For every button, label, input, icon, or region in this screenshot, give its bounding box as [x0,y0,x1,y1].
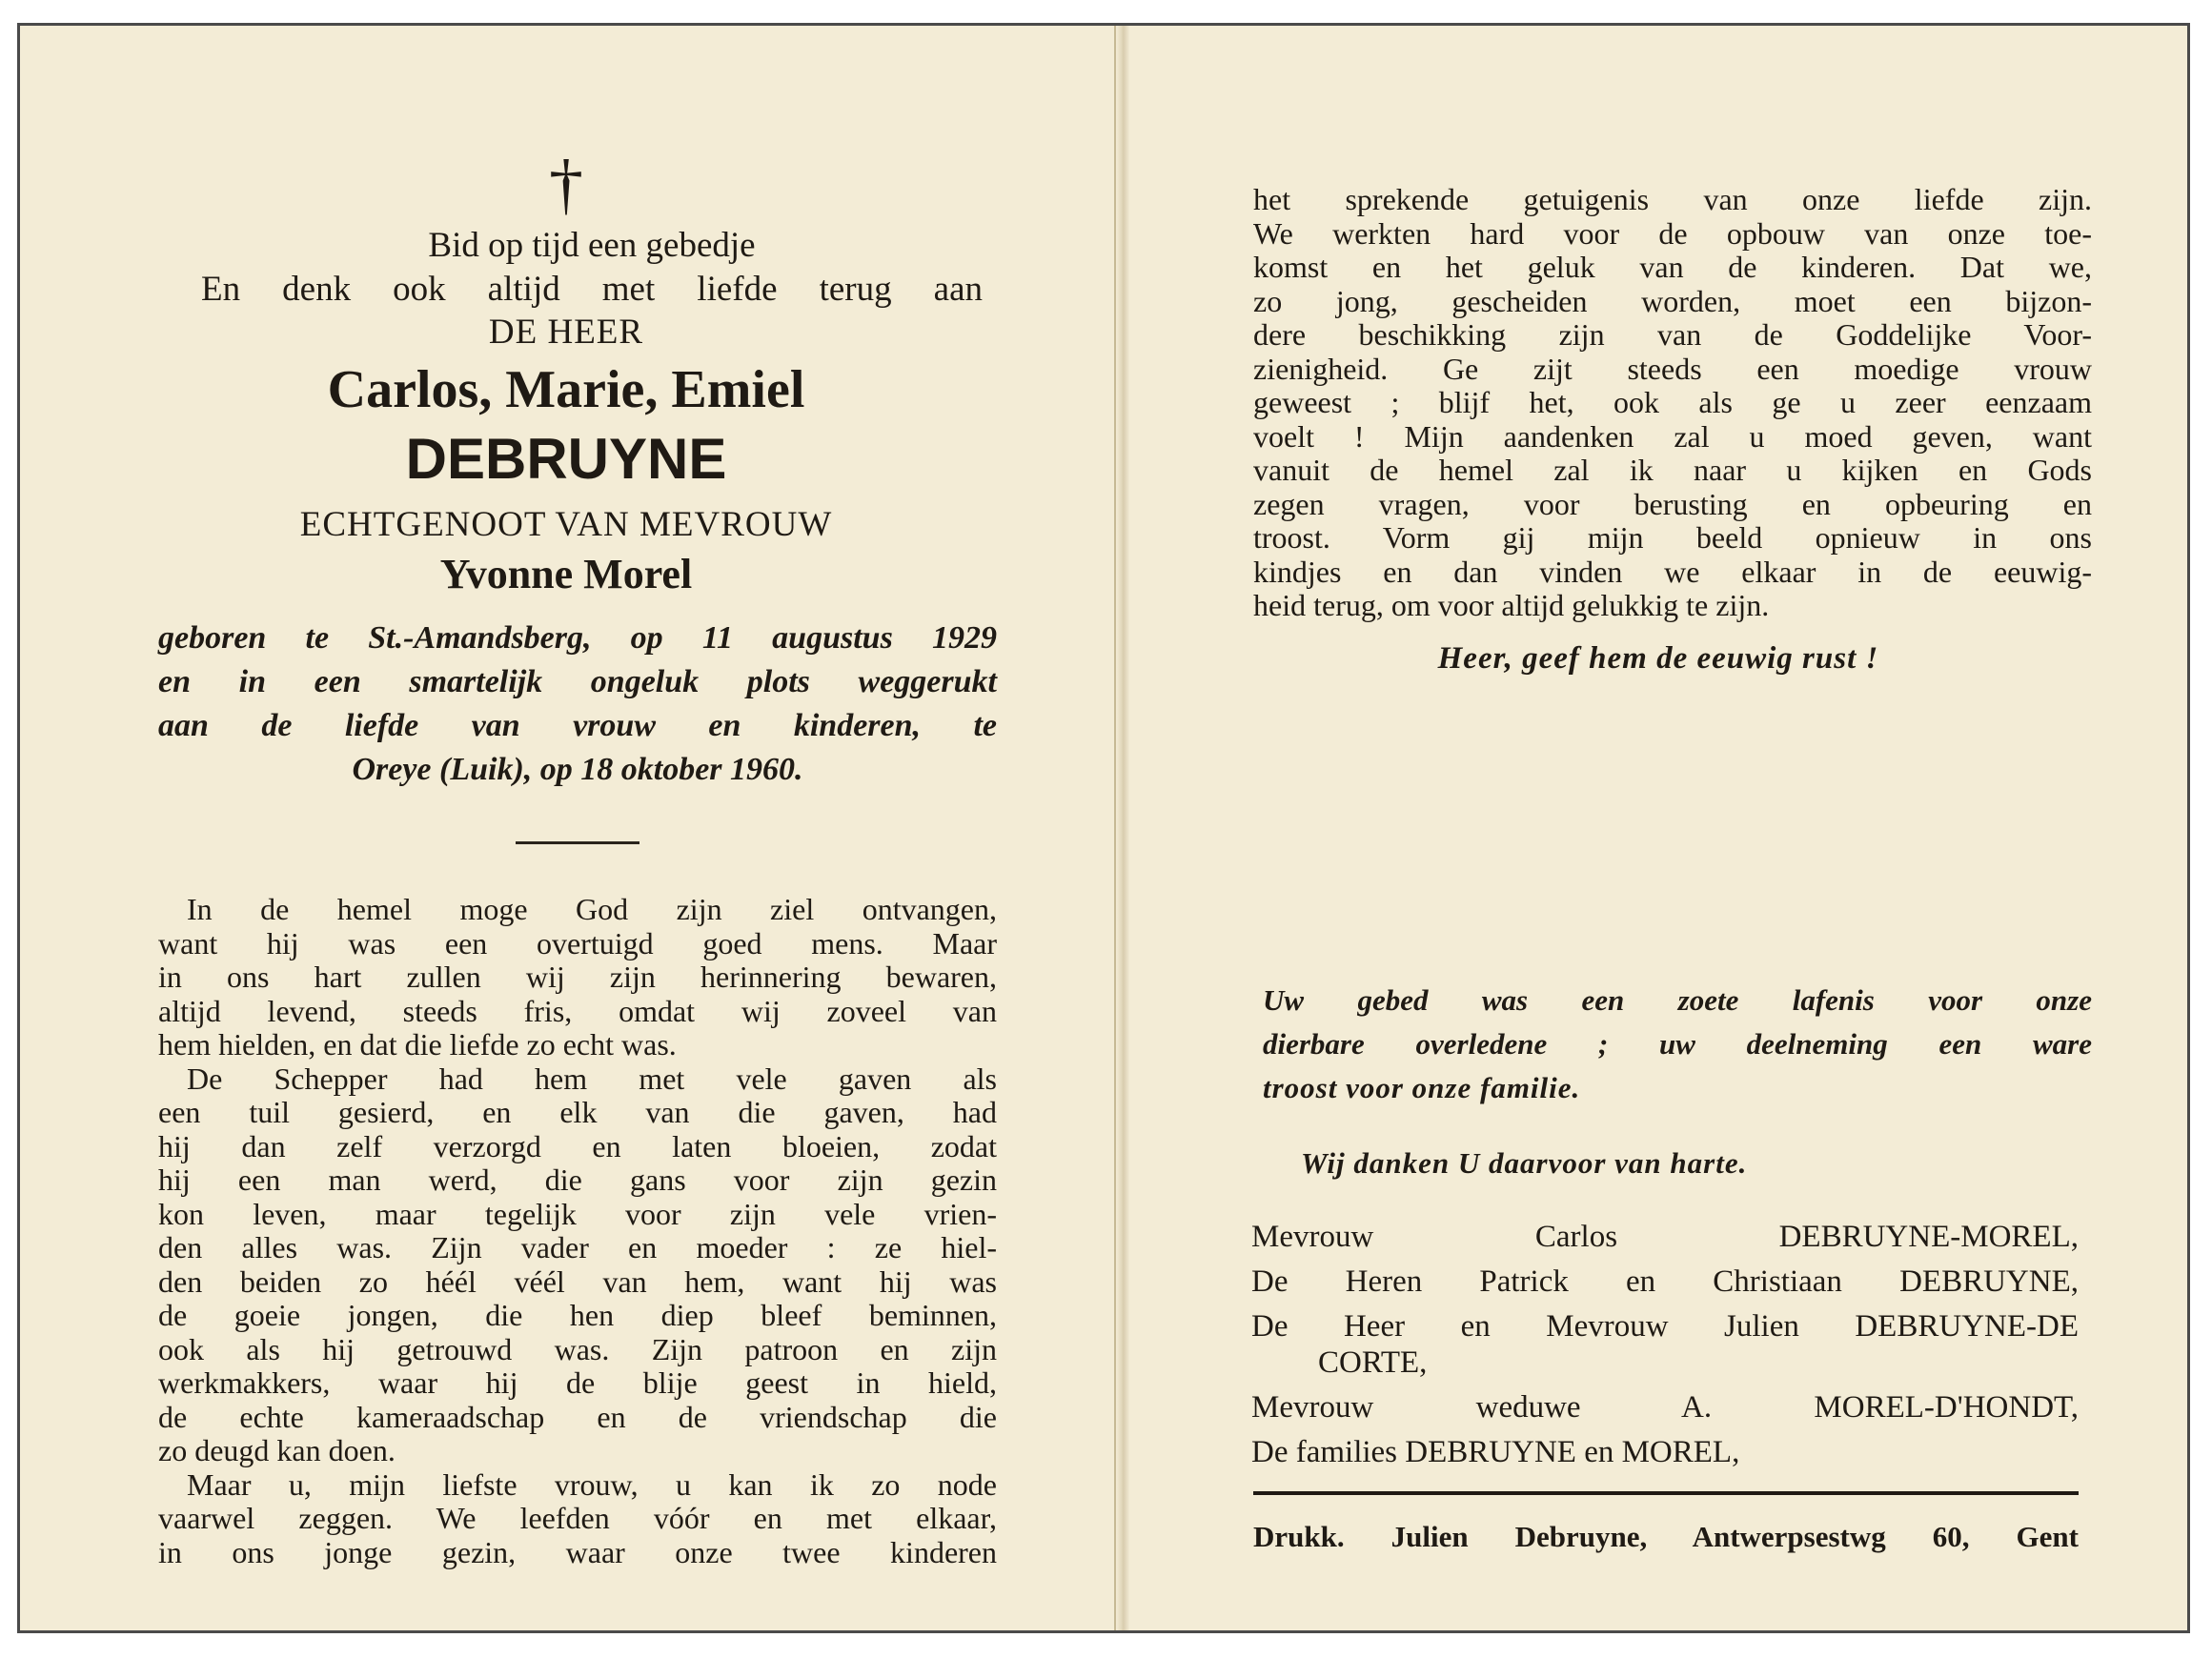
text-line: Maar u, mijn liefste vrouw, u kan ik zo node [187,1466,997,1502]
text-line: zo deugd kan doen. [158,1433,396,1467]
text-line: voelt ! Mijn aandenken zal u moed geven, want [1253,418,2092,454]
text-line: vaarwel zeggen. We leefden vóór en met elkaar, [158,1501,997,1535]
right-panel [1129,26,2187,1630]
text-line: We werkten hard voor de opbouw van onze toe- [1253,215,2092,251]
info-line: Oreye (Luik), op 18 oktober 1960. [352,752,803,787]
text-line: vanuit de hemel zal ik naar u kijken en Gods [1253,453,2092,487]
gratitude-line: Wij danken U daarvoor van harte. [1301,1146,1748,1180]
thanks-line: dierbare overledene ; uw deelneming een ware [1263,1027,2092,1061]
surname: DEBRUYNE [405,427,727,491]
thanks-text [1263,979,2092,1110]
family-line: De families DEBRUYNE en MOREL, [1251,1435,1740,1469]
text-line: kon leven, maar tegelijk voor zijn vele vrien- [158,1196,997,1231]
intro-line: Bid op tijd een gebedje [428,226,756,265]
cross-icon: † [549,146,583,222]
text-line: troost. Vorm gij mijn beeld opnieuw in ons [1253,520,2092,555]
divider [516,841,639,844]
thanks-line: Uw gebed was een zoete lafenis voor onze [1263,983,2092,1017]
text-line: een tuil gesierd, en elk van die gaven, had [158,1095,997,1129]
text-line: want hij was een overtuigd goed mens. Maar [158,925,997,960]
text-line: kindjes en dan vinden we elkaar in de eeuwig- [1253,554,2092,589]
spouse-name: Yvonne Morel [439,551,693,597]
text-line: De Schepper had hem met vele gaven als [187,1061,997,1096]
memorial-text-right [1253,183,2092,623]
text-line: In de hemel moge God zijn ziel ontvangen, [187,892,997,926]
text-line: hij een man werd, die gans voor zijn gezin [158,1163,997,1197]
text-line: altijd levend, steeds fris, omdat wij zoveel van [158,993,997,1028]
text-line: heid terug, om voor altijd gelukkig te zijn. [1253,588,1770,622]
text-line: in ons hart zullen wij zijn herinnering bewaren, [158,960,997,994]
memorial-card [17,23,2190,1633]
text-line: zegen vragen, voor berusting en opbeuring en [1253,486,2092,521]
birth-death-info [158,617,997,792]
intro-line: En denk ook altijd met liefde terug aan [201,270,983,309]
text-line: hem hielden, en dat die liefde zo echt was. [158,1027,677,1062]
printer-credit: Drukk. Julien Debruyne, Antwerpsestwg 60, Gent [1253,1520,2079,1553]
family-list [1251,1215,2079,1475]
footer-rule [1253,1491,2079,1495]
intro [201,224,983,312]
prayer-line: Heer, geef hem de eeuwig rust ! [1437,641,1879,676]
text-line: het sprekende getuigenis van onze liefde zijn. [1253,182,2092,216]
info-line: aan de liefde van vrouw en kinderen, te [158,708,997,743]
thanks-line: troost voor onze familie. [1263,1071,1581,1104]
text-line: den beiden zo héél véél van hem, want hij was [158,1264,997,1299]
text-line: de goeie jongen, die hen diep bleef beminnen, [158,1298,997,1332]
given-names: Carlos, Marie, Emiel [327,360,805,419]
text-line: zienigheid. Ge zijt steeds een moedige vrouw [1253,351,2092,386]
card-fold [1114,26,1129,1630]
text-line: de echte kameraadschap en de vriendschap die [158,1399,997,1434]
info-line: en in een smartelijk ongeluk plots weggerukt [158,664,997,699]
text-line: werkmakkers, waar hij de blije geest in hield, [158,1365,997,1400]
text-line: geweest ; blijf het, ook als ge u zeer eenzaam [1253,385,2092,419]
text-line: ook als hij getrouwd was. Zijn patroon en zijn [158,1331,997,1366]
spouse-label: ECHTGENOOT VAN MEVROUW [299,505,833,544]
text-line: komst en het geluk van de kinderen. Dat we, [1253,250,2092,284]
info-line: geboren te St.-Amandsberg, op 11 augustus 1929 [158,620,997,656]
honorific: DE HEER [488,313,644,352]
text-line: zo jong, gescheiden worden, moet een bijzon- [1253,283,2092,318]
family-line: De Heren Patrick en Christiaan DEBRUYNE, [1251,1264,2079,1299]
family-line: De Heer en Mevrouw Julien DEBRUYNE-DE [1251,1309,2079,1344]
memorial-text-left [158,893,997,1569]
text-line: hij dan zelf verzorgd en laten bloeien, zodat [158,1128,997,1163]
text-line: in ons jonge gezin, waar onze twee kinderen [158,1534,997,1569]
family-line: Mevrouw Carlos DEBRUYNE-MOREL, [1251,1220,2079,1254]
text-line: den alles was. Zijn vader en moeder : ze hiel- [158,1230,997,1264]
text-line: dere beschikking zijn van de Goddelijke Voor- [1253,317,2092,352]
left-panel [20,26,1112,1630]
family-line: CORTE, [1318,1345,1428,1380]
family-line: Mevrouw weduwe A. MOREL-D'HONDT, [1251,1390,2079,1425]
